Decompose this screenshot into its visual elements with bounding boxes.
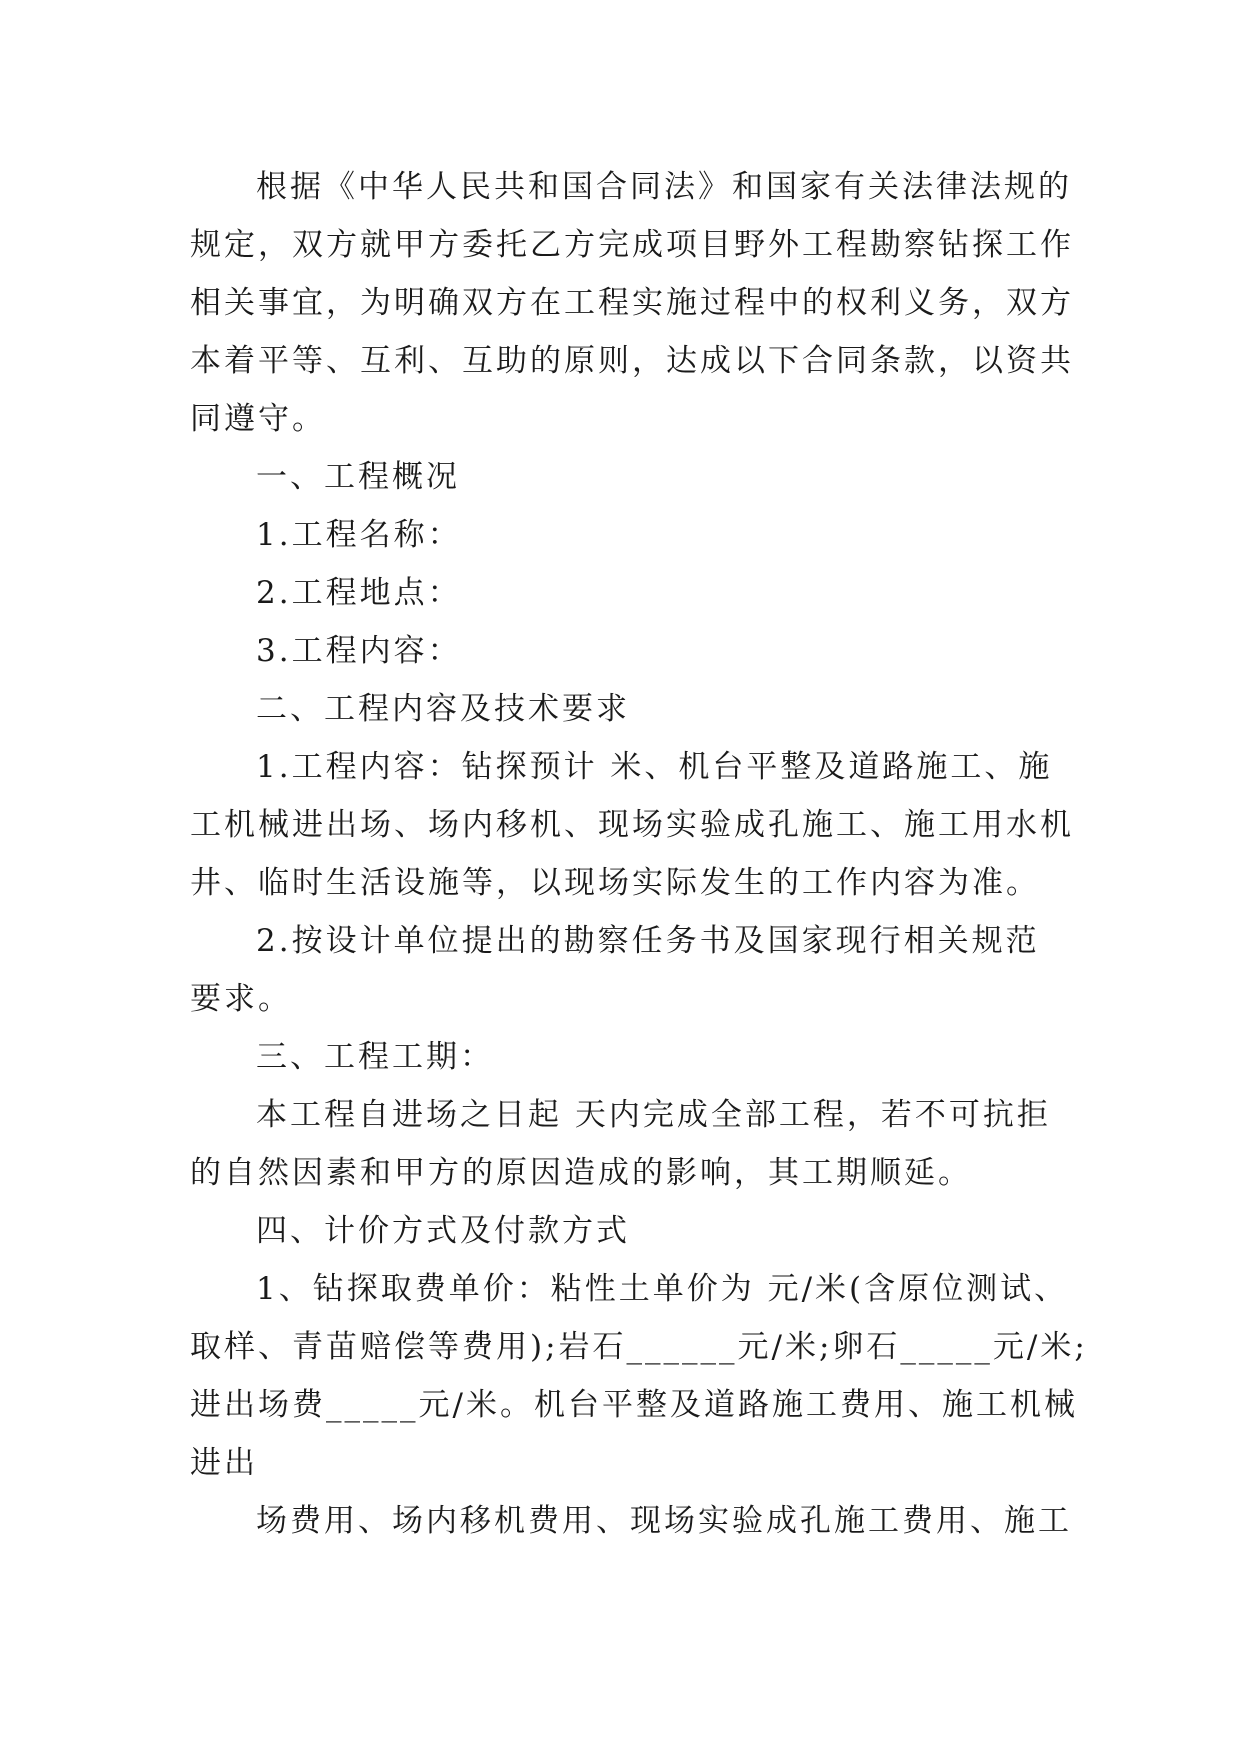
list-item (190, 564, 1050, 622)
text-line: 同遵守。 (190, 401, 326, 437)
body-paragraph (190, 1086, 1050, 1202)
text-line: 3.工程内容： (256, 633, 462, 669)
text-line: 井、临时生活设施等，以现场实际发生的工作内容为准。 (190, 865, 1040, 901)
intro-paragraph (190, 158, 1074, 448)
list-item (190, 506, 1050, 564)
section-heading (190, 448, 1050, 506)
text-line: 1、钻探取费单价：粘性土单价为 元/米(含原位测试、 (256, 1271, 1069, 1307)
list-item (190, 622, 1050, 680)
text-line: 取样、青苗赔偿等费用);岩石______元/米;卵石_____元/米; (190, 1329, 1088, 1365)
text-line: 相关事宜，为明确双方在工程实施过程中的权利义务，双方 (190, 285, 1074, 321)
document-body (190, 158, 1088, 1550)
section-heading (190, 1202, 1050, 1260)
text-line: 三、工程工期： (256, 1039, 494, 1075)
text-line: 进出 (190, 1445, 258, 1481)
text-line: 场费用、场内移机费用、现场实验成孔施工费用、施工 (256, 1503, 1072, 1539)
list-item (190, 1260, 1088, 1492)
list-item (190, 912, 1050, 1028)
list-item (190, 738, 1074, 912)
section-heading (190, 680, 1050, 738)
text-line: 2.按设计单位提出的勘察任务书及国家现行相关规范 (256, 923, 1040, 959)
text-line: 本工程自进场之日起 天内完成全部工程，若不可抗拒 (256, 1097, 1051, 1133)
text-line: 1.工程内容：钻探预计 米、机台平整及道路施工、施 (256, 749, 1053, 785)
text-line: 四、计价方式及付款方式 (256, 1213, 630, 1249)
text-line: 要求。 (190, 981, 292, 1017)
text-line: 2.工程地点： (256, 575, 462, 611)
text-line: 一、工程概况 (256, 459, 460, 495)
body-paragraph (190, 1492, 1072, 1550)
text-line: 本着平等、互利、互助的原则，达成以下合同条款，以资共 (190, 343, 1074, 379)
text-line: 二、工程内容及技术要求 (256, 691, 630, 727)
text-line: 工机械进出场、场内移机、现场实验成孔施工、施工用水机 (190, 807, 1074, 843)
text-line: 根据《中华人民共和国合同法》和国家有关法律法规的 (256, 169, 1072, 205)
text-line: 1.工程名称： (256, 517, 462, 553)
text-line: 规定，双方就甲方委托乙方完成项目野外工程勘察钻探工作 (190, 227, 1074, 263)
section-heading (190, 1028, 1050, 1086)
text-line: 的自然因素和甲方的原因造成的影响，其工期顺延。 (190, 1155, 972, 1191)
text-line: 进出场费_____元/米。机台平整及道路施工费用、施工机械 (190, 1387, 1078, 1423)
